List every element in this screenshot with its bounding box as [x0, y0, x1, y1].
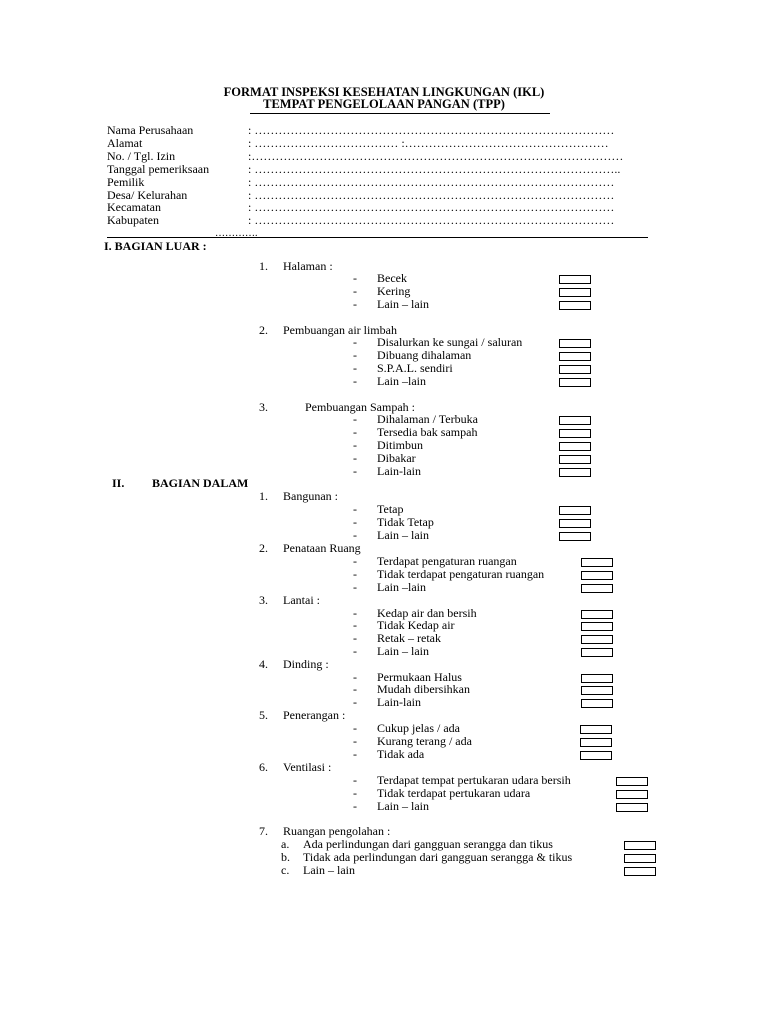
item-marker: - [353, 438, 357, 452]
item-marker: - [353, 284, 357, 298]
item-marker: - [353, 348, 357, 362]
field-label: Kecamatan [107, 200, 161, 214]
checkbox[interactable] [559, 301, 591, 310]
checkbox[interactable] [559, 506, 591, 515]
checkbox[interactable] [580, 751, 612, 760]
item-label: Lain-lain [377, 464, 421, 478]
item-label: Ditimbun [377, 438, 424, 452]
item-marker: - [353, 721, 357, 735]
item-label: Tidak terdapat pertukaran udara [377, 786, 531, 800]
item-label: Ada perlindungan dari gangguan serangga dan tikus [303, 837, 553, 851]
group-title: Bangunan : [283, 489, 338, 503]
field-label: Alamat [107, 136, 143, 150]
item-label: Dihalaman / Terbuka [377, 412, 478, 426]
checkbox[interactable] [559, 339, 591, 348]
checkbox[interactable] [581, 558, 613, 567]
item-marker: - [353, 682, 357, 696]
section-heading: BAGIAN DALAM [152, 476, 249, 490]
item-label: Lain –lain [377, 374, 426, 388]
item-label: Lain – lain [377, 297, 429, 311]
checkbox[interactable] [616, 790, 648, 799]
checkbox[interactable] [580, 725, 612, 734]
item-label: Terdapat pengaturan ruangan [377, 554, 517, 568]
item-marker: - [353, 606, 357, 620]
group-number: 6. [259, 760, 268, 774]
item-marker: - [353, 515, 357, 529]
field-label: Desa/ Kelurahan [107, 188, 188, 202]
item-label: Lain – lain [377, 644, 429, 658]
item-marker: - [353, 297, 357, 311]
field-value-dots[interactable]: : ……………………………………………………………………………… [248, 200, 615, 214]
field-label: Pemilik [107, 175, 145, 189]
checkbox[interactable] [580, 738, 612, 747]
item-marker: a. [281, 837, 290, 851]
item-label: Tidak terdapat pengaturan ruangan [377, 567, 545, 581]
item-marker: - [353, 734, 357, 748]
checkbox[interactable] [581, 571, 613, 580]
checkbox[interactable] [624, 841, 656, 850]
item-marker: - [353, 451, 357, 465]
group-number: 3. [259, 400, 268, 414]
group-title: Dinding : [283, 657, 329, 671]
item-marker: - [353, 618, 357, 632]
item-marker: - [353, 567, 357, 581]
item-marker: c. [281, 863, 290, 877]
item-label: Lain – lain [377, 528, 429, 542]
checkbox[interactable] [559, 275, 591, 284]
group-title: Ventilasi : [283, 760, 332, 774]
checkbox[interactable] [581, 635, 613, 644]
title-underline [250, 113, 550, 114]
item-label: Permukaan Halus [377, 670, 462, 684]
item-marker: - [353, 528, 357, 542]
item-marker: - [353, 747, 357, 761]
checkbox[interactable] [559, 429, 591, 438]
item-label: Kurang terang / ada [377, 734, 472, 748]
checkbox[interactable] [559, 519, 591, 528]
item-marker: - [353, 695, 357, 709]
checkbox[interactable] [581, 648, 613, 657]
item-marker: - [353, 554, 357, 568]
group-title: Ruangan pengolahan : [283, 824, 391, 838]
checkbox[interactable] [559, 416, 591, 425]
item-label: Mudah dibersihkan [377, 682, 470, 696]
item-label: Dibuang dihalaman [377, 348, 472, 362]
field-value-dots[interactable]: : ……………………………………………………………………………… [248, 175, 615, 189]
field-label: Tanggal pemeriksaan [107, 162, 210, 176]
item-marker: - [353, 644, 357, 658]
item-label: Kedap air dan bersih [377, 606, 477, 620]
checkbox[interactable] [581, 584, 613, 593]
group-title: Penataan Ruang [283, 541, 361, 555]
checkbox[interactable] [559, 378, 591, 387]
checkbox[interactable] [559, 455, 591, 464]
item-marker: - [353, 786, 357, 800]
section-heading: I. BAGIAN LUAR : [104, 239, 207, 253]
item-marker: b. [281, 850, 290, 864]
item-label: Cukup jelas / ada [377, 721, 460, 735]
item-label: Kering [377, 284, 411, 298]
group-number: 3. [259, 593, 268, 607]
item-marker: - [353, 335, 357, 349]
group-title: Lantai : [283, 593, 320, 607]
item-marker: - [353, 773, 357, 787]
field-value-dots[interactable]: : ……………………………………………………………………………… [248, 123, 615, 137]
item-label: Disalurkan ke sungai / saluran [377, 335, 523, 349]
item-marker: - [353, 464, 357, 478]
checkbox[interactable] [581, 686, 613, 695]
item-label: Tidak Kedap air [377, 618, 455, 632]
checkbox[interactable] [559, 468, 591, 477]
group-number: 5. [259, 708, 268, 722]
group-number: 2. [259, 323, 268, 337]
group-number: 2. [259, 541, 268, 555]
item-marker: - [353, 502, 357, 516]
item-marker: - [353, 425, 357, 439]
item-marker: - [353, 361, 357, 375]
checkbox[interactable] [559, 365, 591, 374]
item-label: Tersedia bak sampah [377, 425, 478, 439]
field-value-dots[interactable]: : ……………………………………………………………………………….. [248, 162, 621, 176]
group-title: Halaman : [283, 259, 333, 273]
item-label: Retak – retak [377, 631, 441, 645]
checkbox[interactable] [581, 622, 613, 631]
field-value-dots[interactable]: : ……………………………… :…………………………………………… [248, 136, 609, 150]
checkbox[interactable] [559, 352, 591, 361]
item-marker: - [353, 271, 357, 285]
checkbox[interactable] [559, 442, 591, 451]
field-label: Kabupaten [107, 213, 159, 227]
group-number: 4. [259, 657, 268, 671]
fields-divider [107, 237, 648, 238]
item-marker: - [353, 412, 357, 426]
form-title-line-2: TEMPAT PENGELOLAAN PANGAN (TPP) [263, 97, 505, 111]
item-label: Becek [377, 271, 407, 285]
checkbox[interactable] [624, 867, 656, 876]
checkbox[interactable] [581, 674, 613, 683]
checkbox[interactable] [559, 288, 591, 297]
checkbox[interactable] [581, 610, 613, 619]
item-label: Tidak Tetap [377, 515, 434, 529]
field-tail-dots: …………. [215, 228, 258, 239]
item-label: Lain-lain [377, 695, 421, 709]
group-title: Pembuangan air limbah [283, 323, 397, 337]
item-marker: - [353, 799, 357, 813]
item-label: Lain – lain [377, 799, 429, 813]
item-label: Lain –lain [377, 580, 426, 594]
field-value-dots[interactable]: : ……………………………………………………………………………… [248, 188, 615, 202]
item-marker: - [353, 670, 357, 684]
group-number: 7. [259, 824, 268, 838]
form-title-line-1: FORMAT INSPEKSI KESEHATAN LINGKUNGAN (IKL) [223, 85, 545, 99]
item-label: Tetap [377, 502, 404, 516]
field-value-dots[interactable]: :………………………………………………………………………………… [248, 149, 624, 163]
checkbox[interactable] [616, 777, 648, 786]
checkbox[interactable] [624, 854, 656, 863]
item-label: Terdapat tempat pertukaran udara bersih [377, 773, 571, 787]
item-marker: - [353, 631, 357, 645]
group-number: 1. [259, 259, 268, 273]
group-number: 1. [259, 489, 268, 503]
group-title: Penerangan : [283, 708, 346, 722]
item-marker: - [353, 580, 357, 594]
checkbox[interactable] [559, 532, 591, 541]
item-label: Tidak ada perlindungan dari gangguan serangga & tikus [303, 850, 573, 864]
item-label: S.P.A.L. sendiri [377, 361, 453, 375]
group-title: Pembuangan Sampah : [305, 400, 415, 414]
field-label: No. / Tgl. Izin [107, 149, 176, 163]
item-label: Tidak ada [377, 747, 425, 761]
field-label: Nama Perusahaan [107, 123, 194, 137]
item-label: Lain – lain [303, 863, 355, 877]
item-marker: - [353, 374, 357, 388]
checkbox[interactable] [616, 803, 648, 812]
field-value-dots[interactable]: : ……………………………………………………………………………… [248, 213, 615, 227]
section-number: II. [112, 476, 125, 490]
item-label: Dibakar [377, 451, 416, 465]
checkbox[interactable] [581, 699, 613, 708]
